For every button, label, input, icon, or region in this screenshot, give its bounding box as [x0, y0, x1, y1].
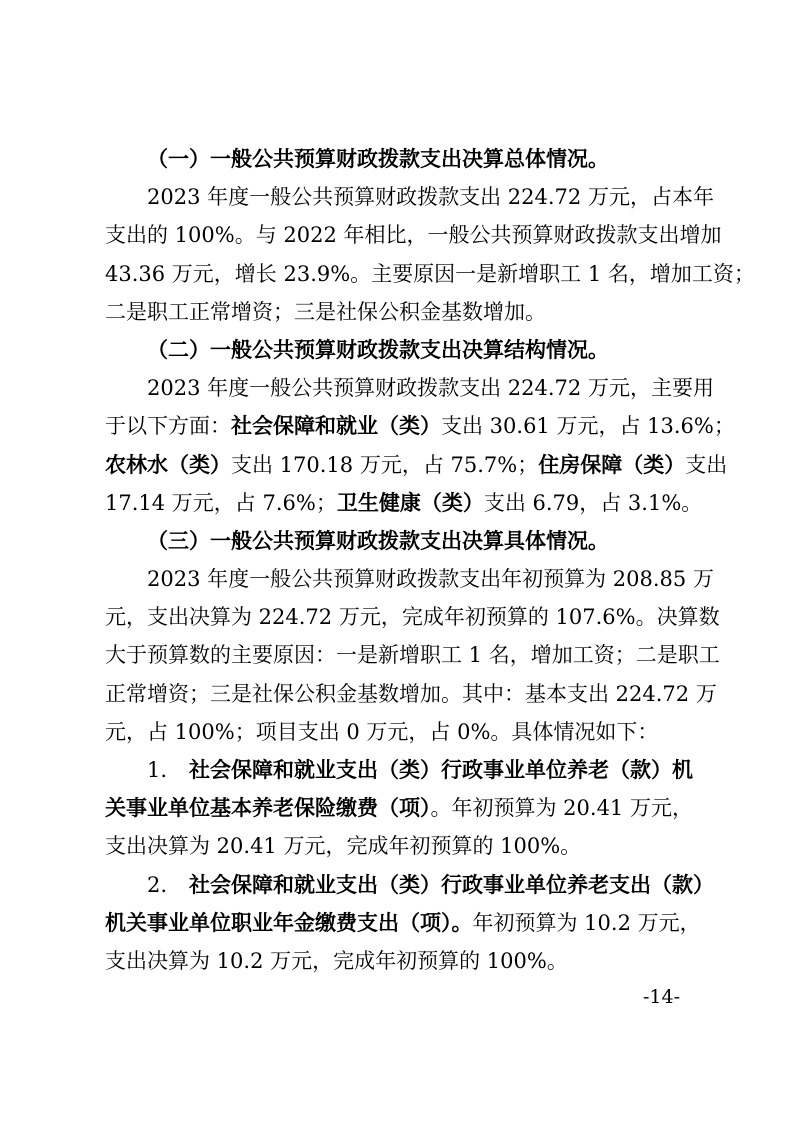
list-number: 2.: [147, 872, 168, 897]
item-title: 机关事业单位职业年金缴费支出（项）。: [105, 909, 473, 935]
item-title: 关事业单位基本养老保险缴费（项）: [105, 795, 431, 821]
list-item-2-line: [105, 866, 714, 904]
category-housing: 住房保障（类）: [538, 451, 686, 477]
paragraph-line: [105, 446, 728, 484]
text-run: 支出: [685, 452, 728, 477]
list-item-2-line: 支出决算为 10.2 万元，完成年初预算的 100%。: [105, 948, 568, 973]
text-run: 年初预算为 10.2 万元，: [472, 910, 701, 935]
paragraph-line: 二是职工正常增资；三是社保公积金基数增加。: [105, 299, 546, 324]
paragraph-line: 元，支出决算为 224.72 万元，完成年初预算的 107.6%。决算数: [105, 605, 720, 630]
list-item-1-line: [105, 751, 693, 789]
section-heading-1: （一）一般公共预算财政拨款支出决算总体情况。: [147, 146, 609, 171]
paragraph-line: 正常增资；三是社保公积金基数增加。其中：基本支出 224.72 万: [105, 681, 717, 706]
text-run: 于以下方面：: [105, 414, 231, 439]
paragraph-line: 2023 年度一般公共预算财政拨款支出 224.72 万元，占本年: [147, 185, 714, 210]
list-item-1-line: [105, 789, 693, 827]
paragraph-line: 2023 年度一般公共预算财政拨款支出 224.72 万元，主要用: [147, 376, 714, 401]
paragraph-line: 元，占 100%；项目支出 0 万元，占 0%。具体情况如下：: [105, 719, 659, 744]
paragraph-line: [105, 407, 735, 445]
text-run: 支出 6.79，占 3.1%。: [483, 490, 703, 515]
paragraph-line: 2023 年度一般公共预算财政拨款支出年初预算为 208.85 万: [147, 567, 714, 592]
paragraph-line: 支出的 100%。与 2022 年相比，一般公共预算财政拨款支出增加: [105, 223, 722, 248]
text-run: 支出 170.18 万元，占 75.7%；: [231, 452, 539, 477]
category-health: 卫生健康（类）: [336, 489, 484, 515]
list-number: 1.: [147, 758, 168, 782]
list-item-2-line: [105, 904, 701, 942]
text-run: 支出 30.61 万元，占 13.6%；: [441, 414, 735, 439]
paragraph-line: 43.36 万元，增长 23.9%。主要原因一是新增职工 1 名，增加工资；: [105, 261, 755, 286]
page-number: -14-: [643, 986, 681, 1008]
document-body: [105, 140, 755, 980]
text-run: 17.14 万元，占 7.6%；: [105, 490, 337, 515]
text-run: 。年初预算为 20.41 万元，: [430, 796, 693, 821]
list-item-1-line: 支出决算为 20.41 万元，完成年初预算的 100%。: [105, 834, 582, 859]
item-title: 社会保障和就业支出（类）行政事业单位养老支出（款）: [189, 871, 714, 897]
paragraph-line: [105, 484, 703, 522]
category-agriculture: 农林水（类）: [105, 451, 231, 477]
category-social-security: 社会保障和就业（类）: [231, 413, 441, 439]
section-heading-3: （三）一般公共预算财政拨款支出决算具体情况。: [147, 527, 609, 553]
paragraph-line: 大于预算数的主要原因：一是新增职工 1 名，增加工资；二是职工: [105, 643, 720, 668]
item-title: 社会保障和就业支出（类）行政事业单位养老（款）机: [189, 757, 693, 782]
section-heading-2: （二）一般公共预算财政拨款支出决算结构情况。: [147, 336, 609, 362]
